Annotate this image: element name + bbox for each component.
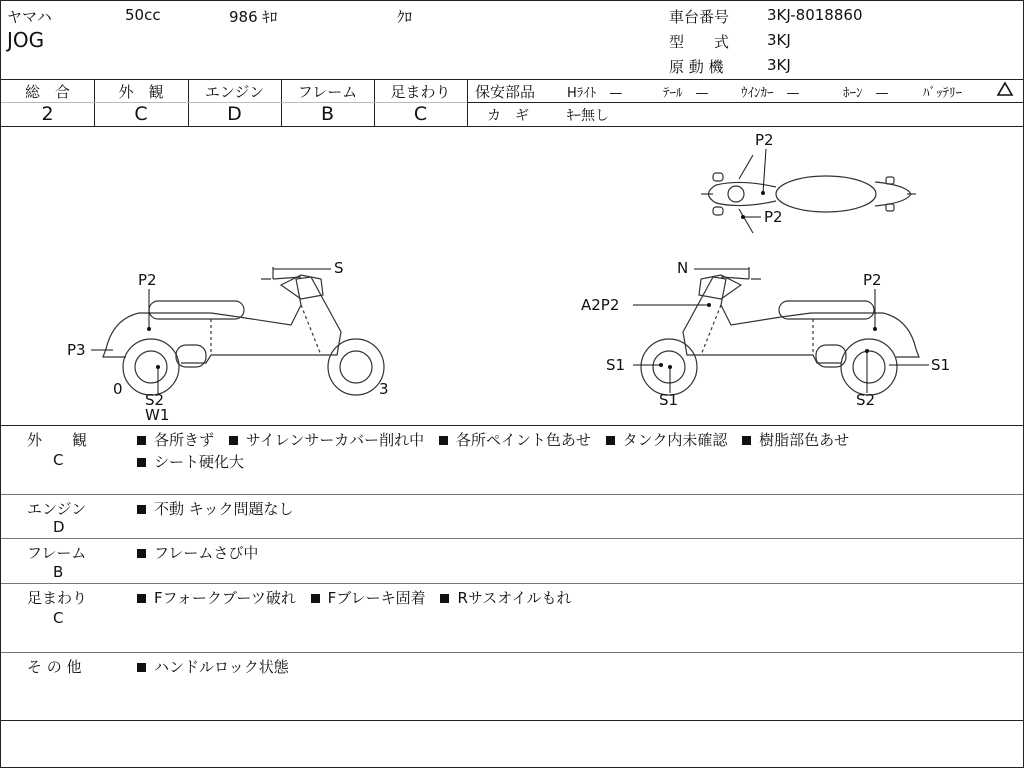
label-left-s: S	[334, 259, 344, 277]
grade-exterior-value: C	[134, 103, 148, 125]
divider	[1, 79, 1023, 80]
label-left-w1: W1	[145, 406, 170, 424]
remark-exterior-line1	[137, 429, 859, 450]
divider	[1, 652, 1023, 653]
divider	[1, 425, 1023, 426]
headlight-status: Hﾗｲﾄ —	[567, 86, 623, 101]
label-right-n: N	[677, 259, 689, 277]
remark-item: 樹脂部色あせ	[759, 431, 850, 449]
remark-frame-line1	[137, 542, 268, 563]
grade-engine-value: D	[227, 103, 242, 125]
remark-suspension-line1	[137, 587, 582, 608]
remark-frame-label: フレーム	[27, 544, 87, 562]
label-right-s1-bottom: S1	[659, 391, 679, 409]
triangle-icon	[996, 81, 1014, 101]
mileage: 986 ｷﾛ	[229, 8, 278, 26]
label-top-p2a: P2	[755, 131, 774, 149]
grade-total-label: 総 合	[24, 83, 70, 101]
engine-code: 3KJ	[767, 56, 791, 74]
label-left-0: 0	[113, 380, 123, 398]
label-top-p2b: P2	[764, 208, 783, 226]
remark-item: タンク内未確認	[622, 431, 728, 449]
grade-suspension-value: C	[413, 103, 428, 125]
grade-engine-label: エンジン	[204, 83, 265, 101]
remark-exterior-line2	[137, 451, 254, 472]
label-left-3: 3	[379, 380, 389, 398]
displacement: 50cc	[125, 6, 161, 24]
remark-item: Fフォークブーツ破れ	[154, 589, 296, 607]
divider	[1, 720, 1023, 721]
key-label: カ ギ	[487, 108, 529, 124]
label-left-s2: S2	[145, 391, 165, 409]
remark-frame-grade: B	[53, 563, 64, 581]
remark-item: 各所ペイント色あせ	[455, 431, 591, 449]
remark-exterior-label: 外 観	[27, 431, 88, 449]
label-right-p2: P2	[863, 271, 882, 289]
scooter-top-view	[701, 155, 916, 233]
maker-name: ヤマハ	[7, 8, 52, 26]
remark-item: 各所きず	[154, 431, 215, 449]
remark-item: サイレンサーカバー削れ中	[245, 431, 425, 449]
label-right-s1-right: S1	[931, 356, 951, 374]
remark-item: 不動 キック問題なし	[154, 500, 294, 518]
label-right-s1-left: S1	[606, 356, 626, 374]
label-right-a2p2: A2P2	[581, 296, 620, 314]
horn-status: ﾎｰﾝ —	[843, 86, 889, 101]
remark-suspension-label: 足まわり	[27, 589, 88, 607]
model-name: JOG	[7, 28, 45, 52]
body-color: ｸﾛ	[397, 8, 413, 26]
remark-other-line1	[137, 656, 299, 677]
battery-status: ﾊﾞｯﾃﾘｰ	[923, 86, 962, 101]
remark-item: Rサスオイルもれ	[457, 589, 572, 607]
remark-engine-line1	[137, 498, 303, 519]
grade-suspension-label: 足まわり	[390, 83, 451, 101]
type-value: 3KJ	[767, 31, 791, 49]
type-label: 型 式	[669, 33, 730, 51]
grade-exterior-label: 外 観	[118, 83, 164, 101]
remark-item: Fブレーキ固着	[327, 589, 426, 607]
grade-total-value: 2	[41, 103, 54, 125]
remark-engine-label: エンジン	[27, 500, 87, 518]
remark-item: フレームさび中	[154, 544, 259, 562]
label-right-s2: S2	[856, 391, 876, 409]
grade-frame-value: B	[320, 103, 335, 125]
divider	[1, 538, 1023, 539]
damage-diagram	[1, 127, 1023, 425]
safety-parts-label: 保安部品	[475, 83, 536, 101]
tail-status: ﾃｰﾙ —	[663, 86, 709, 101]
chassis-number: 3KJ-8018860	[767, 6, 863, 24]
divider	[467, 102, 1023, 103]
remark-item: シート硬化大	[154, 453, 245, 471]
chassis-label: 車台番号	[669, 8, 730, 26]
remark-exterior-grade: C	[53, 451, 64, 469]
remark-engine-grade: D	[53, 518, 65, 536]
key-status: ｷｰ無し	[567, 108, 609, 124]
winker-status: ｳｲﾝｶｰ —	[741, 86, 800, 101]
remark-other-label: そ の 他	[27, 658, 82, 676]
remark-item: ハンドルロック状態	[154, 658, 289, 676]
divider	[1, 494, 1023, 495]
divider	[1, 583, 1023, 584]
remark-suspension-grade: C	[53, 609, 64, 627]
engine-label: 原 動 機	[669, 58, 724, 76]
label-left-p2: P2	[138, 271, 157, 289]
label-left-p3: P3	[67, 341, 86, 359]
grade-frame-label: フレーム	[297, 83, 358, 101]
